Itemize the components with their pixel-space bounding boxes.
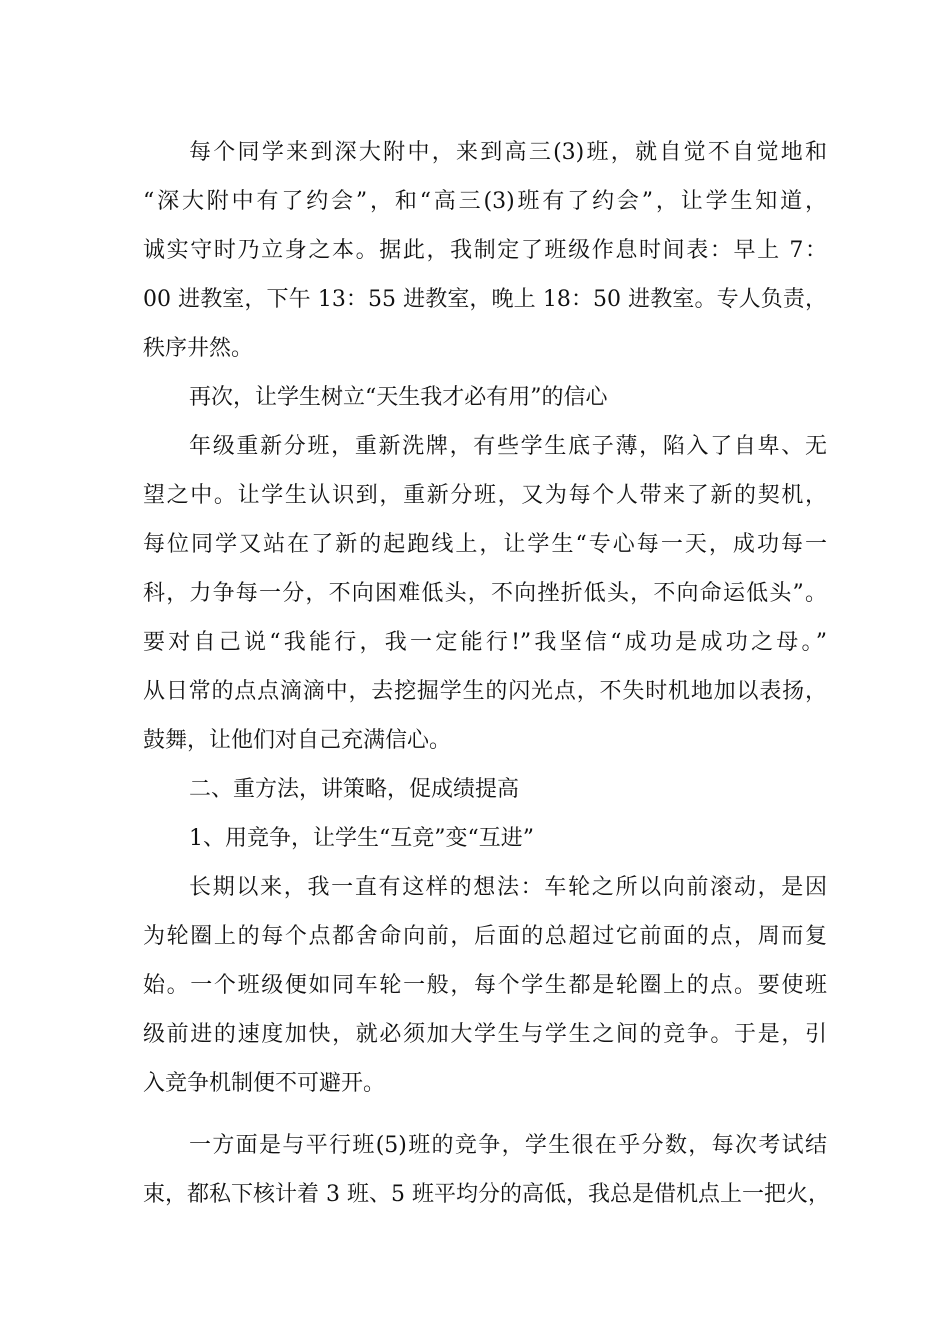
- text-line: 秩序井然。: [143, 336, 254, 361]
- text-line: 始。一个班级便如同车轮一般，每个学生都是轮圈上的点。要使班: [143, 973, 827, 998]
- text-line: 为轮圈上的每个点都舍命向前，后面的总超过它前面的点，周而复: [143, 924, 827, 949]
- text-line: 级前进的速度加快，就必须加大学生与学生之间的竞争。于是，引: [143, 1022, 827, 1047]
- text-line: “深大附中有了约会”，和“高三(3)班有了约会”，让学生知道，: [143, 189, 827, 214]
- text-line: 一方面是与平行班(5)班的竞争，学生很在乎分数，每次考试结: [189, 1133, 827, 1158]
- text-line: 长期以来，我一直有这样的想法：车轮之所以向前滚动，是因: [189, 875, 827, 900]
- text-line: 每位同学又站在了新的起跑线上，让学生“专心每一天，成功每一: [143, 532, 827, 557]
- text-line: 从日常的点点滴滴中，去挖掘学生的闪光点，不失时机地加以表扬，: [143, 679, 827, 704]
- text-line: 每个同学来到深大附中，来到高三(3)班，就自觉不自觉地和: [189, 140, 827, 165]
- text-line: 望之中。让学生认识到，重新分班，又为每个人带来了新的契机，: [143, 483, 827, 508]
- text-line: 要对自己说“我能行，我一定能行!”我坚信“成功是成功之母。”: [143, 630, 827, 655]
- document-body: [143, 128, 830, 1219]
- section-heading: 再次，让学生树立“天生我才必有用”的信心: [189, 385, 608, 410]
- text-line: 科，力争每一分，不向困难低头，不向挫折低头，不向命运低头”。: [143, 581, 827, 606]
- text-line: 入竞争机制便不可避开。: [143, 1071, 386, 1096]
- text-line: 年级重新分班，重新洗牌，有些学生底子薄，陷入了自卑、无: [189, 434, 827, 459]
- text-line: 鼓舞，让他们对自己充满信心。: [143, 728, 452, 753]
- section-heading: 二、重方法，讲策略，促成绩提高: [189, 777, 520, 802]
- text-line: 束，都私下核计着 3 班、5 班平均分的高低，我总是借机点上一把火，: [143, 1182, 830, 1207]
- text-line: 00 进教室，下午 13：55 进教室，晚上 18：50 进教室。专人负责，: [143, 287, 827, 312]
- subsection-heading: 1、用竞争，让学生“互竞”变“互进”: [189, 826, 534, 851]
- text-line: 诚实守时乃立身之本。据此，我制定了班级作息时间表：早上 7：: [143, 238, 827, 263]
- paragraph-gap: [143, 1108, 827, 1121]
